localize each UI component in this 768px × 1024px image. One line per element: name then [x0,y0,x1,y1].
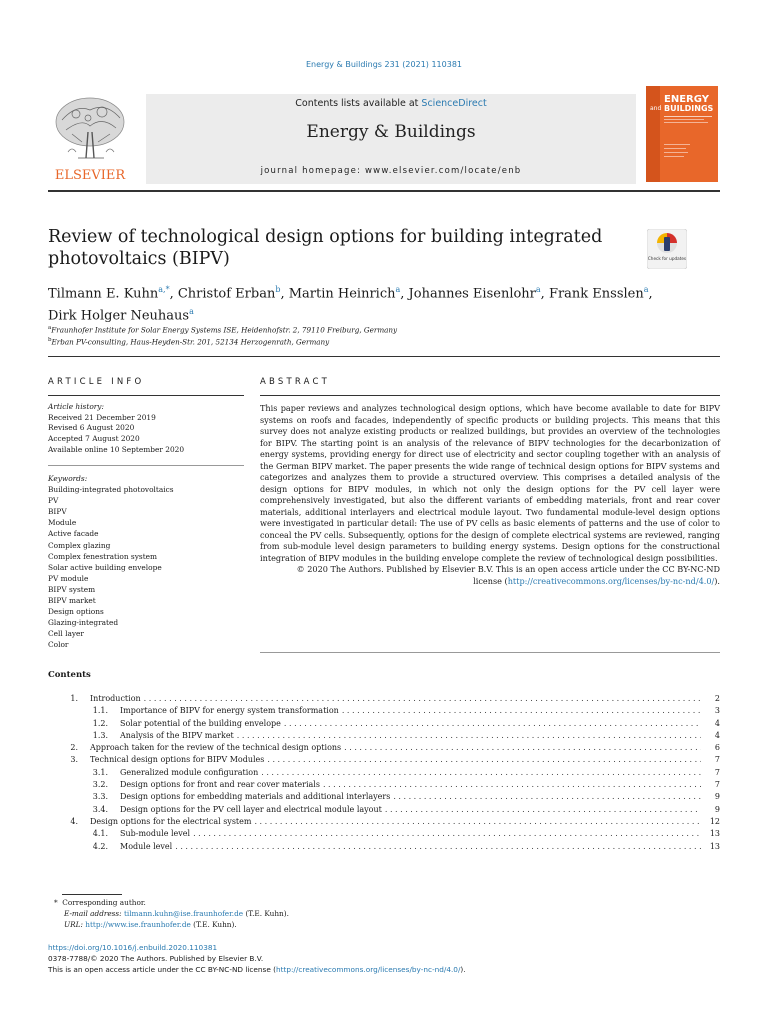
keyword: PV [48,496,59,506]
footnote-rule [62,894,122,895]
toc-leader-dots [342,706,701,715]
toc-number: 1.3. [92,730,108,740]
toc-entry[interactable] [48,817,720,829]
table-of-contents [48,694,720,854]
toc-title: Design options for front and rear cover materials [120,780,320,790]
abstract-license: © 2020 The Authors. Published by Elsevier B.V. This is an open access article under the CC BY-NC-ND license (http://creativecommons.org/licenses/by-nc-nd/4.0/). [296,564,720,586]
toc-entry[interactable] [48,731,720,743]
history-date: Available online 10 September 2020 [48,444,185,454]
license-link[interactable]: http://creativecommons.org/licenses/by-nc-nd/4.0/ [507,575,715,586]
title-rule [48,356,720,357]
author-separator: , [540,286,549,302]
email-line: E-mail address: tilmann.kuhn@ise.fraunhofer.de (T.E. Kuhn). [64,909,289,918]
cover-art-icon [646,86,718,182]
affiliation [48,323,397,335]
toc-number: 1. [70,694,78,703]
journal-title: Energy & Buildings [306,122,476,142]
cover-title-and: and [650,105,662,112]
journal-cover-image[interactable] [646,86,718,182]
abstract-text: This paper reviews and analyzes technological design options, which have become available to date for BIPV systems on roofs and facades, independently of specific products or building projects. This means that this survey does not analyze existing products or realized buildings, but provides an overview of the technologies for BIPV. The starting point is an analysis of the relevance of BIPV technologies for the decarbonization of energy systems, providing energy for direct use of electricity and sector coupling together with an analysis of the German BIPV market. The paper presents the wide range of technical design options for BIPV systems and categorizes and analyzes them to provide a structured overview. This comprises a detailed analysis of the design options for BIPV modules, in which not only the design options for the PV cell layer were comprehensively investigated, but also the different variants of embedding materials, front and rear cover materials, additional interlayers and electrical module layout. Two fundamental module-level design options were investigated in particular detail: The use of PV cells as basic elements of patterns and the use of color to conceal the PV cells. Subsequently, options for the design of complete electrical systems are reviewed, ranging from sub-module level design parameters to building energy systems. Design options for the constructional integration of BIPV modules in the building envelope complete the review of technological design possibilities. [260,403,720,563]
keyword: Complex fenestration system [48,551,158,561]
toc-page-number: 4 [714,730,720,740]
toc-entry[interactable] [48,706,720,718]
affiliation-marker: a [48,325,52,331]
author-name[interactable]: Dirk Holger Neuhaus [48,308,190,324]
history-date: Received 21 December 2019 [48,412,156,422]
email-link[interactable]: tilmann.kuhn@ise.fraunhofer.de [123,909,244,918]
elsevier-tree-icon [48,92,132,184]
toc-title: Introduction [90,694,141,703]
keywords-label: Keywords: [48,474,88,483]
footer-license-link[interactable]: http://creativecommons.org/licenses/by-nc-nd/4.0/ [275,965,461,974]
abstract-body [260,403,720,587]
keyword: Design options [48,607,104,617]
abstract-heading: ABSTRACT [260,377,331,387]
author-affiliation-marker[interactable]: a [535,285,541,294]
keyword: PV module [48,573,89,583]
author-affiliation-marker[interactable]: b [275,285,281,294]
author-name[interactable]: Frank Ensslen [548,286,644,302]
author-affiliation-marker[interactable]: a,* [158,285,170,294]
toc-leader-dots [344,743,701,752]
affiliations [48,323,397,348]
abstract-rule [260,395,720,396]
abstract-bottom-rule [260,652,720,653]
url-line: URL: http://www.ise.fraunhofer.de (T.E. Kuhn). [64,920,237,929]
toc-entry[interactable] [48,780,720,792]
toc-leader-dots [144,694,701,703]
article-history [48,402,244,456]
author-separator: , [400,286,409,302]
url-link[interactable]: http://www.ise.fraunhofer.de [85,920,191,929]
toc-entry[interactable] [48,755,720,767]
doi-link[interactable]: https://doi.org/10.1016/j.enbuild.2020.110381 [48,943,218,952]
elsevier-logo [48,92,132,184]
article-info-heading: ARTICLE INFO [48,377,145,387]
history-list [48,413,244,456]
contents-heading: Contents [48,670,91,680]
toc-title: Technical design options for BIPV Modules [90,755,265,765]
article-title: Review of technological design options for building integrated photovoltaics (BIPV) [48,227,603,269]
author-affiliation-marker[interactable]: a [395,285,401,294]
keyword: BIPV system [48,584,96,594]
toc-leader-dots [284,719,701,728]
author-name[interactable]: Martin Heinrich [288,286,396,302]
toc-title: Design options for the electrical system [90,816,252,826]
toc-leader-dots [385,805,701,814]
toc-number: 4.2. [92,841,108,851]
toc-entry[interactable] [48,768,720,780]
corresponding-author: * Corresponding author. [54,898,146,907]
toc-leader-dots [237,731,701,740]
keyword: Building-integrated photovoltaics [48,485,174,495]
keyword: Solar active building envelope [48,562,162,572]
toc-page-number: 9 [714,792,720,802]
affiliation-marker: b [48,337,52,344]
cover-title-1: ENERGY [664,94,709,105]
keyword: Glazing-integrated [48,618,119,628]
toc-leader-dots [267,755,701,764]
author-name[interactable]: Christof Erban [177,286,276,302]
toc-entry[interactable] [48,743,720,755]
article-info-rule [48,395,244,396]
author-affiliation-marker[interactable]: a [189,307,194,317]
journal-banner [146,94,636,184]
publisher-wordmark: ELSEVIER [54,168,126,183]
crossmark-icon [647,229,687,269]
toc-page-number: 2 [714,694,720,703]
history-label: Article history: [48,402,104,411]
toc-leader-dots [193,829,701,838]
footer-license: This is an open access article under the CC BY-NC-ND license (http://creativecommons.org/licenses/by-nc-nd/4.0/). [48,965,466,974]
toc-entry[interactable] [48,805,720,817]
toc-page-number: 6 [714,743,720,753]
toc-title: Design options for the PV cell layer and electrical module layout [120,804,382,814]
footnote [54,897,289,930]
keyword-list [48,484,244,650]
toc-title: Sub-module level [120,829,191,839]
keyword: Active facade [48,529,99,539]
toc-entry[interactable] [48,842,720,854]
toc-page-number: 7 [714,767,720,777]
toc-leader-dots [254,817,701,826]
toc-number: 4. [70,816,78,826]
header-rule [48,190,720,192]
toc-entry[interactable] [48,829,720,841]
toc-leader-dots [175,842,701,851]
toc-title: Design options for embedding materials and additional interlayers [120,792,391,802]
toc-number: 3. [70,755,78,765]
keyword: Color [48,640,69,650]
crossmark-label: Check for updates [647,256,687,261]
keyword: Complex glazing [48,540,111,550]
keyword: BIPV [48,507,67,517]
author-separator: , [280,286,289,302]
toc-number: 1.2. [92,718,108,728]
toc-number: 3.2. [92,780,108,790]
affiliation-text: Fraunhofer Institute for Solar Energy Systems ISE, Heidenhofstr. 2, 79110 Freiburg, Germany [51,325,398,335]
sciencedirect-link[interactable]: ScienceDirect [421,98,487,109]
toc-leader-dots [323,780,701,789]
toc-title: Approach taken for the review of the technical design options [90,743,342,753]
author-list [48,281,668,326]
author-affiliation-marker[interactable]: a [643,285,649,294]
author-separator: , [169,286,178,302]
toc-title: Analysis of the BIPV market [120,730,234,740]
affiliation [48,335,397,347]
toc-title: Generalized module configuration [120,767,259,777]
toc-page-number: 7 [714,780,720,790]
keywords-rule [48,465,244,466]
issn-line: 0378-7788/© 2020 The Authors. Published by Elsevier B.V. [48,954,264,963]
toc-page-number: 7 [714,755,720,765]
page-footer [48,942,466,975]
toc-number: 3.1. [92,767,108,777]
keyword: BIPV market [48,596,96,606]
contents-available: Contents lists available at ScienceDirect [295,98,487,109]
homepage-link[interactable]: www.elsevier.com/locate/enb [365,166,522,176]
history-date: Accepted 7 August 2020 [48,434,140,444]
toc-entry[interactable] [48,719,720,731]
crossmark-badge[interactable] [647,229,687,269]
toc-number: 3.3. [92,792,108,802]
affiliation-text: Erban PV-consulting, Haus-Heyden-Str. 201, 52134 Herzogenrath, Germany [51,337,330,347]
toc-title: Solar potential of the building envelope [120,718,281,728]
toc-number: 1.1. [92,706,108,716]
toc-number: 3.4. [92,804,108,814]
author-name[interactable]: Johannes Eisenlohr [408,286,536,302]
toc-title: Module level [120,841,173,851]
toc-number: 4.1. [92,829,108,839]
journal-homepage: journal homepage: www.elsevier.com/locate/enb [260,166,522,176]
cover-title-2: BUILDINGS [664,104,714,113]
toc-number: 2. [70,743,78,753]
author-name[interactable]: Tilmann E. Kuhn [48,286,159,302]
keyword: Cell layer [48,629,84,639]
author-separator: , [648,286,653,302]
toc-page-number: 9 [714,804,720,814]
toc-page-number: 3 [714,706,720,716]
toc-leader-dots [393,792,701,801]
toc-page-number: 4 [714,718,720,728]
toc-page-number: 13 [709,841,720,851]
toc-entry[interactable] [48,792,720,804]
toc-page-number: 13 [709,829,720,839]
toc-entry[interactable] [48,694,720,706]
toc-leader-dots [261,768,701,777]
toc-title: Importance of BIPV for energy system transformation [120,706,339,716]
keyword: Module [48,518,77,528]
toc-page-number: 12 [709,816,720,826]
keywords-block [48,473,244,651]
journal-citation[interactable]: Energy & Buildings 231 (2021) 110381 [306,60,462,69]
history-date: Revised 6 August 2020 [48,423,135,433]
